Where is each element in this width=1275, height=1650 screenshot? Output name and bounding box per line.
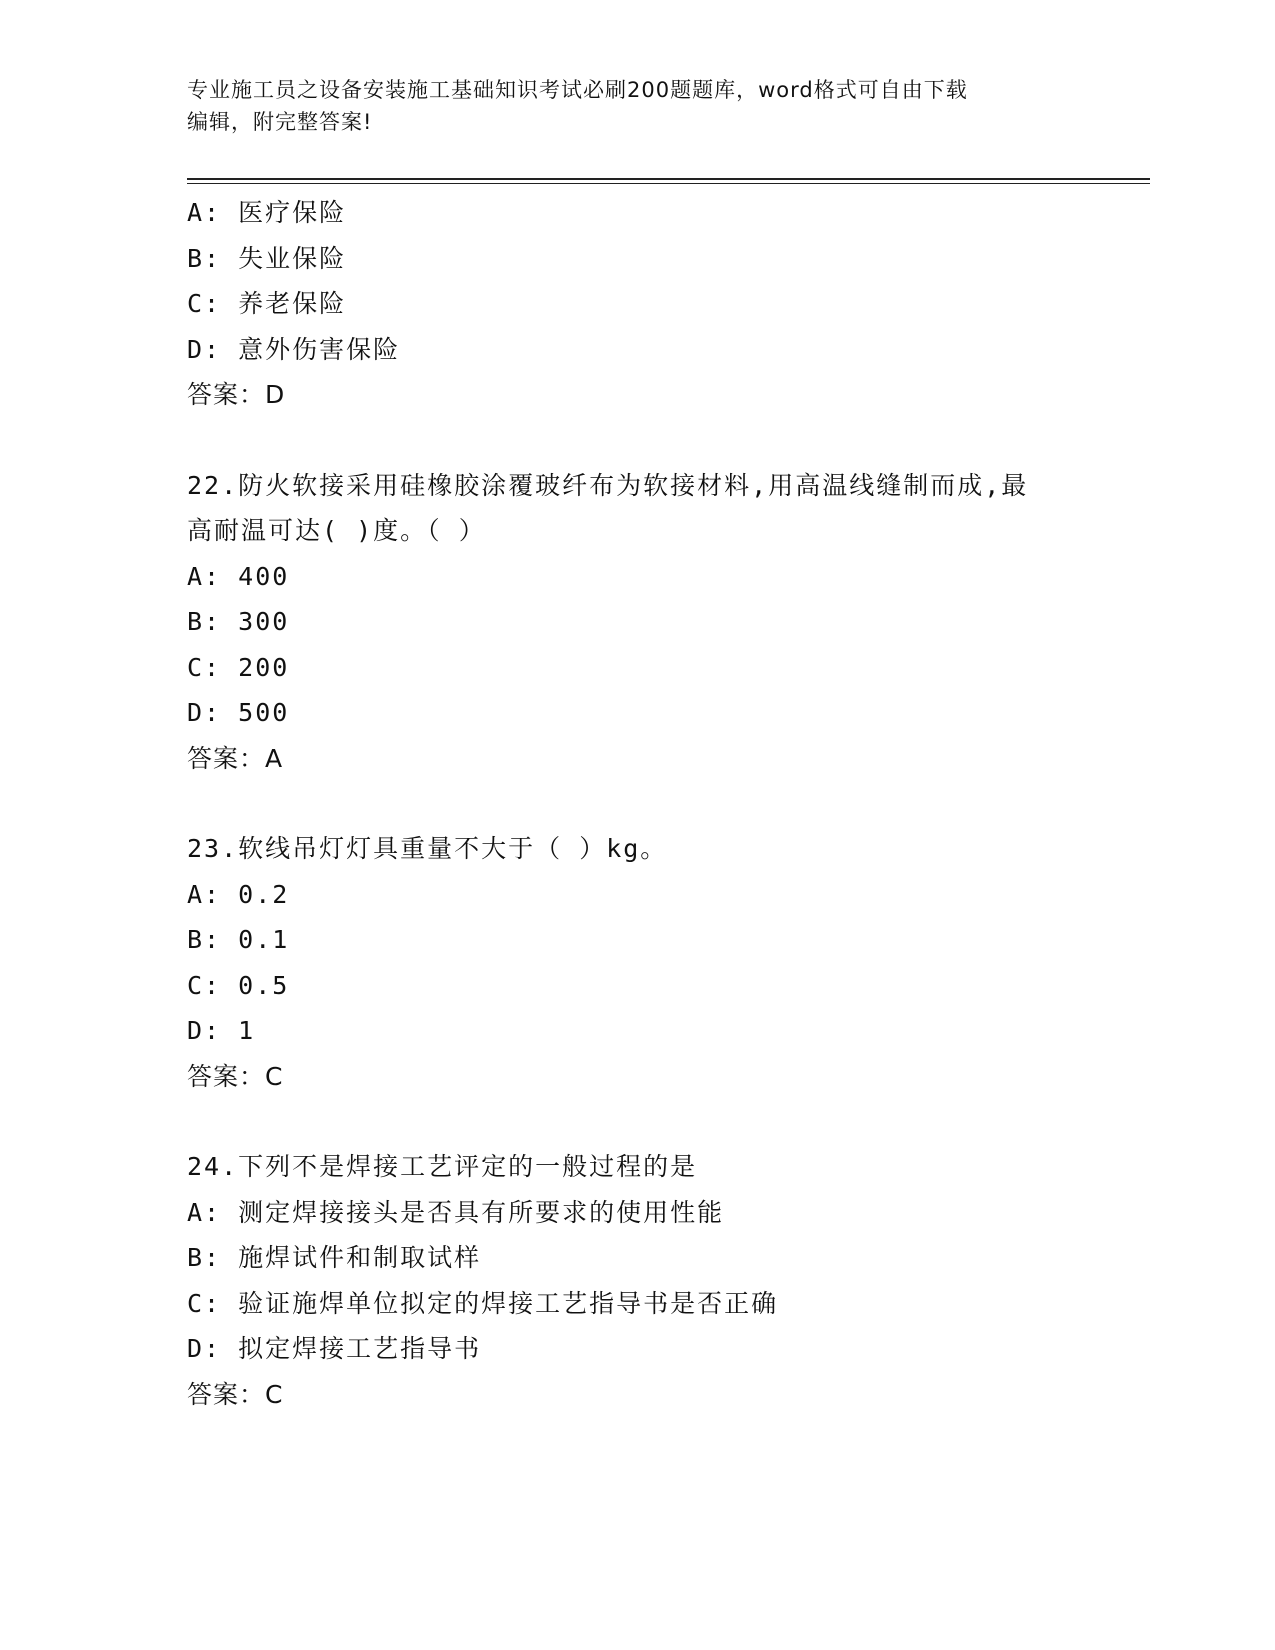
answer: 答案：C <box>187 1061 284 1091</box>
option-b: B: 失业保险 <box>187 243 347 273</box>
option-c: C: 0.5 <box>187 970 290 1000</box>
question-text-line-1: 22.防火软接采用硅橡胶涂覆玻纤布为软接材料,用高温线缝制而成,最 <box>187 470 1029 500</box>
option-a: A: 0.2 <box>187 879 290 909</box>
question-text-line-1: 24.下列不是焊接工艺评定的一般过程的是 <box>187 1152 698 1181</box>
header-title-line-2: 编辑，附完整答案! <box>187 110 373 134</box>
option-b: B: 0.1 <box>187 925 290 954</box>
question-text-line-2: 高耐温可达( )度。（ ） <box>187 516 486 545</box>
header-rule-thick <box>187 178 1150 180</box>
document-header <box>187 74 1067 138</box>
option-a: A: 医疗保险 <box>187 198 347 227</box>
option-d: D: 拟定焊接工艺指导书 <box>187 1334 482 1363</box>
question-list <box>187 190 1087 1417</box>
spacer <box>187 418 1087 463</box>
question-24 <box>187 1144 1087 1417</box>
option-a: A: 测定焊接接头是否具有所要求的使用性能 <box>187 1197 725 1227</box>
option-a: A: 400 <box>187 561 290 591</box>
question-22 <box>187 463 1087 782</box>
option-b: B: 施焊试件和制取试样 <box>187 1243 482 1272</box>
answer: 答案：C <box>187 1379 284 1409</box>
question-21-continued <box>187 190 1087 418</box>
header-rule-thin <box>187 183 1150 184</box>
answer: 答案：A <box>187 743 284 773</box>
option-c: C: 200 <box>187 652 290 682</box>
option-b: B: 300 <box>187 607 290 636</box>
header-title-line-1: 专业施工员之设备安装施工基础知识考试必刷200题题库，word格式可自由下载 <box>187 78 968 102</box>
option-c: C: 验证施焊单位拟定的焊接工艺指导书是否正确 <box>187 1288 779 1318</box>
option-d: D: 500 <box>187 698 290 727</box>
question-23 <box>187 826 1087 1099</box>
question-text-line-1: 23.软线吊灯灯具重量不大于（ ）kg。 <box>187 834 668 863</box>
option-d: D: 1 <box>187 1016 256 1045</box>
option-d: D: 意外伤害保险 <box>187 334 401 364</box>
spacer <box>187 781 1087 826</box>
option-c: C: 养老保险 <box>187 289 347 318</box>
answer: 答案：D <box>187 380 286 409</box>
spacer <box>187 1099 1087 1144</box>
